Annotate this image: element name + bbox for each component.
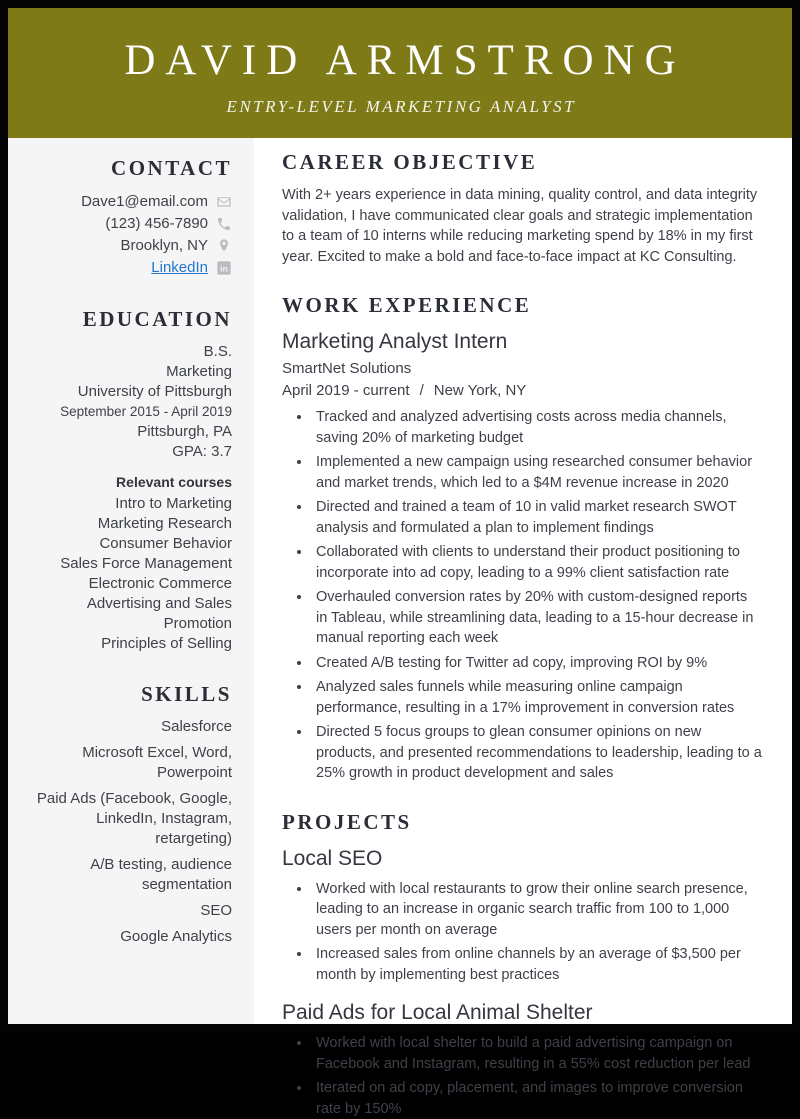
project-bullet: • Increased sales from online channels by an average of $3,500 per month by implementing best practices [312,944,762,985]
linkedin-link[interactable]: LinkedIn [151,257,208,279]
skills-heading: SKILLS [22,682,232,707]
work-experience-section [282,293,762,784]
projects-section [282,810,762,1119]
contact-location-row [22,235,232,257]
skill-item: Google Analytics [22,927,232,947]
email-text: Dave1@email.com [81,191,208,213]
course-item: Sales Force Management [22,554,232,574]
career-objective-section [282,150,762,267]
contact-phone-row [22,213,232,235]
career-objective-text: With 2+ years experience in data mining, quality control, and data integrity validation, I have communicated clear goals and strategic implementation to a team of 10 interns while reducing marketing spend by 18% in my first year. Excited to make a bold and face-to-face impact at KC Consulting. [282,185,762,267]
envelope-icon [216,194,232,210]
career-objective-heading: CAREER OBJECTIVE [282,150,762,175]
project-title: Local SEO [282,847,762,871]
main-column [254,138,792,1024]
education-location: Pittsburgh, PA [22,422,232,442]
job-bullet: • Collaborated with clients to understand their product positioning to incorporate into ad copy, leading to a 99% client satisfaction rate [312,542,762,583]
course-item: Principles of Selling [22,634,232,654]
contact-section [22,156,232,279]
sidebar [8,138,254,1024]
job-date-location [282,382,762,399]
contact-linkedin-row [22,257,232,279]
project-entry [282,1001,762,1119]
project-bullet: • Iterated on ad copy, placement, and images to improve conversion rate by 150% [312,1078,762,1119]
project-bullet: • Worked with local restaurants to grow their online search presence, leading to an increase in organic search traffic from 100 to 1,000 users per month on average [312,879,762,941]
job-bullet: • Analyzed sales funnels while measuring online campaign performance, resulting in a 17% improvement in conversion rates [312,677,762,718]
skill-item: SEO [22,901,232,921]
relevant-courses-label: Relevant courses [22,472,232,492]
project-entry [282,847,762,986]
project-bullet: • Worked with local shelter to build a paid advertising campaign on Facebook and Instagram, resulting in a 55% cost reduction per lead [312,1033,762,1074]
education-dates: September 2015 - April 2019 [22,402,232,422]
job-company: SmartNet Solutions [282,360,762,377]
date-location-separator: / [420,382,424,399]
course-item: Consumer Behavior [22,534,232,554]
education-degree: B.S. [22,342,232,362]
job-bullet: • Created A/B testing for Twitter ad copy, improving ROI by 9% [312,653,762,674]
job-bullet-list [282,407,762,784]
job-bullet: • Directed 5 focus groups to glean consumer opinions on new products, and presented recommendations to leadership, leading to a 25% growth in product development and sales [312,722,762,784]
project-title: Paid Ads for Local Animal Shelter [282,1001,762,1025]
projects-heading: PROJECTS [282,810,762,835]
skill-item: Paid Ads (Facebook, Google, LinkedIn, Instagram, retargeting) [22,789,232,849]
location-text: Brooklyn, NY [120,235,208,257]
contact-email-row [22,191,232,213]
course-item: Intro to Marketing [22,494,232,514]
education-major: Marketing [22,362,232,382]
work-experience-heading: WORK EXPERIENCE [282,293,762,318]
job-dates: April 2019 - current [282,382,410,399]
resume-body [8,138,792,1024]
job-location: New York, NY [434,382,527,399]
skill-item: Salesforce [22,717,232,737]
phone-text: (123) 456-7890 [105,213,208,235]
job-title: Marketing Analyst Intern [282,330,762,354]
contact-heading: CONTACT [22,156,232,181]
education-school: University of Pittsburgh [22,382,232,402]
candidate-name: DAVID ARMSTRONG [114,36,685,85]
candidate-title: ENTRY-LEVEL MARKETING ANALYST [224,97,576,117]
education-gpa: GPA: 3.7 [22,442,232,462]
job-bullet: • Overhauled conversion rates by 20% with custom-designed reports in Tableau, while streamlining data, leading to a 15-hour decrease in manual reporting each week [312,587,762,649]
education-section [22,307,232,654]
skill-item: Microsoft Excel, Word, Powerpoint [22,743,232,783]
linkedin-icon [216,260,232,276]
job-bullet: • Implemented a new campaign using researched consumer behavior and market trends, which led to a $4M revenue increase in 2020 [312,452,762,493]
education-heading: EDUCATION [22,307,232,332]
project-bullet-list [282,879,762,986]
svg-text:in: in [220,264,228,274]
course-item: Marketing Research [22,514,232,534]
phone-icon [216,216,232,232]
job-bullet: • Tracked and analyzed advertising costs across media channels, saving 20% of marketing budget [312,407,762,448]
course-item: Advertising and Sales Promotion [22,594,232,634]
course-item: Electronic Commerce [22,574,232,594]
resume-header [8,8,792,138]
job-entry [282,330,762,784]
job-bullet: • Directed and trained a team of 10 in valid market research SWOT analysis and formulated a plan to implement findings [312,497,762,538]
project-bullet-list [282,1033,762,1119]
skills-section [22,682,232,947]
location-pin-icon [216,238,232,254]
skill-item: A/B testing, audience segmentation [22,855,232,895]
